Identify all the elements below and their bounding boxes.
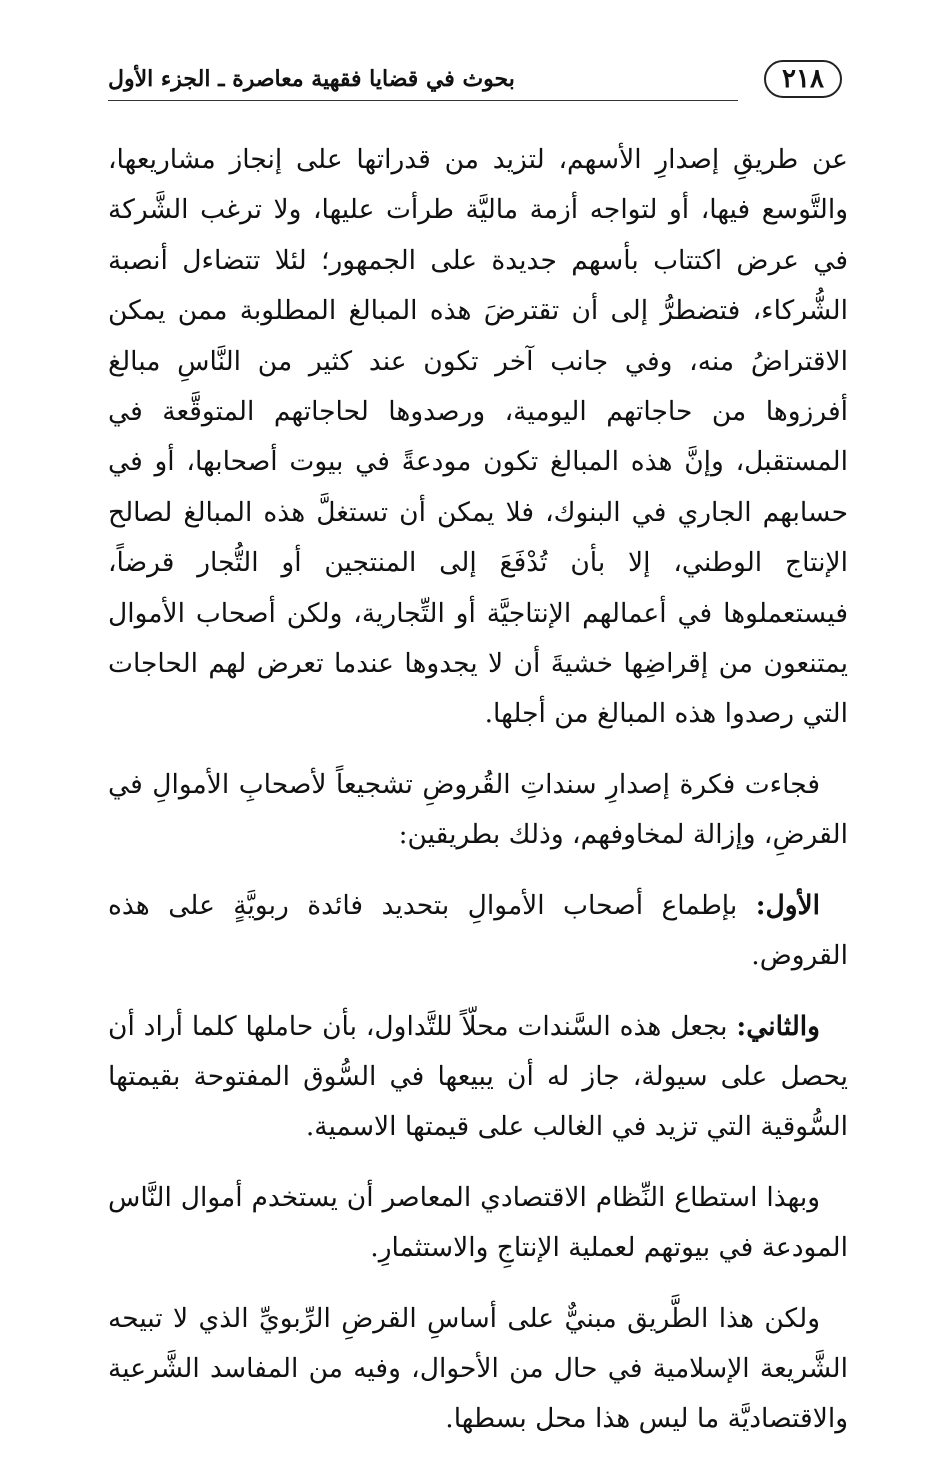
- paragraph-5: [108, 1173, 848, 1274]
- page-body: [108, 135, 848, 1465]
- page-number: ٢١٨: [764, 60, 842, 98]
- paragraph-1: [108, 135, 848, 740]
- page-header: [108, 58, 842, 104]
- paragraph-6: [108, 1294, 848, 1445]
- paragraph-4-text: بجعل هذه السَّندات محلّاً للتَّداول، بأن حاملها كلما أراد أن يحصل على سيولة، جاز له أن يبيعها في السُّوق المفتوحة بقيمتها السُّوقية التي تزيد في الغالب على قيمتها الاسمية.: [108, 1010, 848, 1143]
- paragraph-4: [108, 1002, 848, 1153]
- paragraph-5-text: وبهذا استطاع النِّظام الاقتصادي المعاصر أن يستخدم أموال النَّاس المودعة في بيوتهم لعملية الإنتاجِ والاستثمارِ.: [108, 1181, 848, 1264]
- paragraph-2-text: فجاءت فكرة إصدارِ سنداتِ القُروضِ تشجيعاً لأصحابِ الأموالِ في القرضِ، وإزالة لمخاوفهم، وذلك بطريقين:: [108, 768, 848, 851]
- paragraph-3-text: بإطماع أصحاب الأموالِ بتحديد فائدة ربويَّةٍ على هذه القروض.: [108, 889, 848, 972]
- paragraph-3: [108, 881, 848, 982]
- paragraph-3-lead: الأول:: [755, 889, 820, 921]
- paragraph-4-lead: والثاني:: [736, 1010, 820, 1042]
- paragraph-2: [108, 760, 848, 861]
- paragraph-1-text: عن طريقِ إصدارِ الأسهم، لتزيد من قدراتها على إنجاز مشاريعها، والتَّوسع فيها، أو لتواجه أزمة ماليَّة طرأت عليها، ولا ترغب الشَّركة في عرض اكتتاب بأسهم جديدة على الجمهور؛ لئلا تتضاءل أنصبة الشُّركاء، فتضطرُّ إلى أن تقترضَ هذه المبالغ المطلوبة ممن يمكن الاقتراضُ منه، وفي جانب آخر تكون عند كثير من النَّاسِ مبالغ أفرزوها من حاجاتهم اليومية، ورصدوها لحاجاتهم المتوقَّعة في المستقبل، وإنَّ هذه المبالغ تكون مودعةً في بيوت أصحابها، أو في حسابهم الجاري في البنوك، فلا يمكن أن تستغلَّ هذه المبالغ لصالح الإنتاج الوطني، إلا بأن تُدْفَعَ إلى المنتجين أو التُّجار قرضاً، فيستعملوها في أعمالهم الإنتاجيَّة أو التِّجارية، ولكن أصحاب الأموال يمتنعون من إقراضِها خشيةَ أن لا يجدوها عندما تعرض لهم الحاجات التي رصدوا هذه المبالغ من أجلها.: [108, 144, 848, 730]
- header-divider: [108, 100, 738, 101]
- running-title: بحوث في قضايا فقهية معاصرة ـ الجزء الأول: [108, 66, 515, 92]
- paragraph-6-text: ولكن هذا الطَّريق مبنيٌّ على أساسِ القرضِ الرِّبويِّ الذي لا تبيحه الشَّريعة الإسلامية في حال من الأحوال، وفيه من المفاسد الشَّرعية والاقتصاديَّة ما ليس هذا محل بسطها.: [108, 1302, 848, 1435]
